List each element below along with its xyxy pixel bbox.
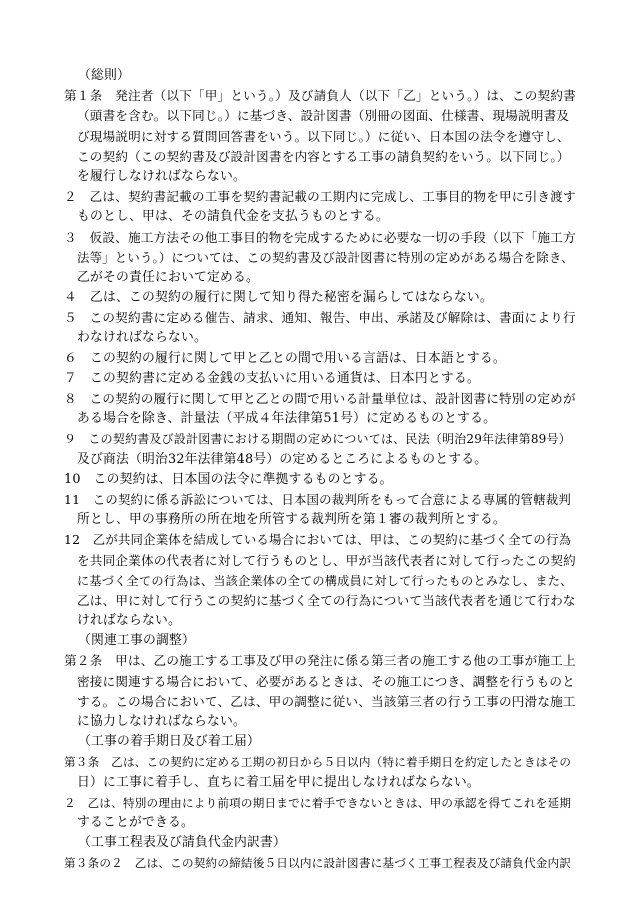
text-line: 10 この契約は、日本国の法令に準拠するものとする。 xyxy=(64,471,393,487)
text-line: ９ この契約書及び設計図書における期間の定めについては、民法（明治29年法律第89号） xyxy=(64,432,571,447)
text-line: 第１条 発注者（以下「甲」という。）及び請負人（以下「乙」という。）は、この契約書 xyxy=(64,88,576,104)
text-line: 12 乙が共同企業体を結成している場合においては、甲は、この契約に基づく全ての行為 xyxy=(64,532,572,548)
text-line: 密接に関連する場合において、必要があるときは、その施工につき、調整を行うものと xyxy=(77,673,575,689)
text-line: 第３条 乙は、この契約に定める工期の初日から５日以内（特に着手期日を約定したときはその xyxy=(64,755,572,770)
section-heading: （工事の着手期日及び着工届） xyxy=(78,734,260,750)
text-line: 第２条 甲は、乙の施工する工事及び甲の発注に係る第三者の施工する他の工事が施工上 xyxy=(64,653,576,669)
text-line: ものとし、甲は、その請負代金を支払うものとする。 xyxy=(77,209,389,225)
text-line: ければならない。 xyxy=(77,613,181,629)
text-line: 乙がその責任において定める。 xyxy=(77,269,259,285)
text-line: することができる。 xyxy=(77,814,194,830)
text-line: ８ この契約の履行に関して甲と乙との間で用いる計量単位は、設計図書に特別の定めが xyxy=(64,391,576,406)
text-line: 乙は、甲に対して行うこの契約に基づく全ての行為について当該代表者を通じて行わな xyxy=(77,592,576,608)
text-line: ある場合を除き、計量法（平成４年法律第51号）に定めるものとする。 xyxy=(77,411,497,427)
section-heading: （関連工事の調整） xyxy=(78,633,195,649)
text-line: ６ この契約の履行に関して甲と乙との間で用いる言語は、日本語とする。 xyxy=(64,350,506,366)
text-line: 所とし、甲の事務所の所在地を所管する裁判所を第１審の裁判所とする。 xyxy=(77,512,506,528)
text-line: び現場説明に対する質問回答書をいう。以下同じ。）に従い、日本国の法令を遵守し、 xyxy=(77,128,570,144)
text-line: 日）に工事に着手し、直ちに着工届を甲に提出しなければならない。 xyxy=(77,774,480,790)
text-line: （頭書を含む。以下同じ。）に基づき、設計図書（別冊の図面、仕様書、現場説明書及 xyxy=(77,108,570,124)
text-line: ７ この契約書に定める金銭の支払いに用いる通貨は、日本円とする。 xyxy=(64,370,480,386)
text-line: 第３条の２ 乙は、この契約の締結後５日以内に設計図書に基づく工事工程表及び請負代金内訳 xyxy=(64,856,572,871)
contract-text xyxy=(64,66,574,874)
text-line: を共同企業体の代表者に対して行うものとし、甲が当該代表者に対して行ったこの契約 xyxy=(77,552,576,568)
text-line: に基づく全ての行為は、当該企業体の全ての構成員に対して行ったものとみなし、また、 xyxy=(77,573,573,588)
text-line: この契約（この契約書及び設計図書を内容とする工事の請負契約をいう。以下同じ。） xyxy=(77,148,570,164)
text-line: ２ 乙は、契約書記載の工事を契約書記載の工期内に完成し、工事目的物を甲に引き渡す xyxy=(64,189,576,205)
text-line: 法等」という。）については、この契約書及び設計図書に特別の定めがある場合を除き、 xyxy=(77,249,574,265)
text-line: 及び商法（明治32年法律第48号）の定めるところによるものとする。 xyxy=(77,451,488,467)
text-line: ３ 仮設、施工方法その他工事目的物を完成するために必要な一切の手段（以下「施工方 xyxy=(64,229,576,245)
text-line: を履行しなければならない。 xyxy=(77,168,246,184)
text-line: 11 この契約に係る訴訟については、日本国の裁判所をもって合意による専属的管轄裁判 xyxy=(64,491,571,507)
text-line: ４ 乙は、この契約の履行に関して知り得た秘密を漏らしてはならない。 xyxy=(64,290,493,306)
section-heading: （総則） xyxy=(78,68,130,83)
section-heading: （工事工程表及び請負代金内訳書） xyxy=(78,835,286,851)
text-line: わなければならない。 xyxy=(77,330,207,346)
text-line: に協力しなければならない。 xyxy=(77,714,246,729)
text-line: する。この場合において、乙は、甲の調整に従い、当該第三者の行う工事の円滑な施工 xyxy=(77,693,576,709)
text-line: ２ 乙は、特別の理由により前項の期日までに着手できないときは、甲の承認を得てこれを延期 xyxy=(64,795,572,810)
text-line: ５ この契約書に定める催告、請求、通知、報告、申出、承諾及び解除は、書面により行 xyxy=(64,310,576,326)
